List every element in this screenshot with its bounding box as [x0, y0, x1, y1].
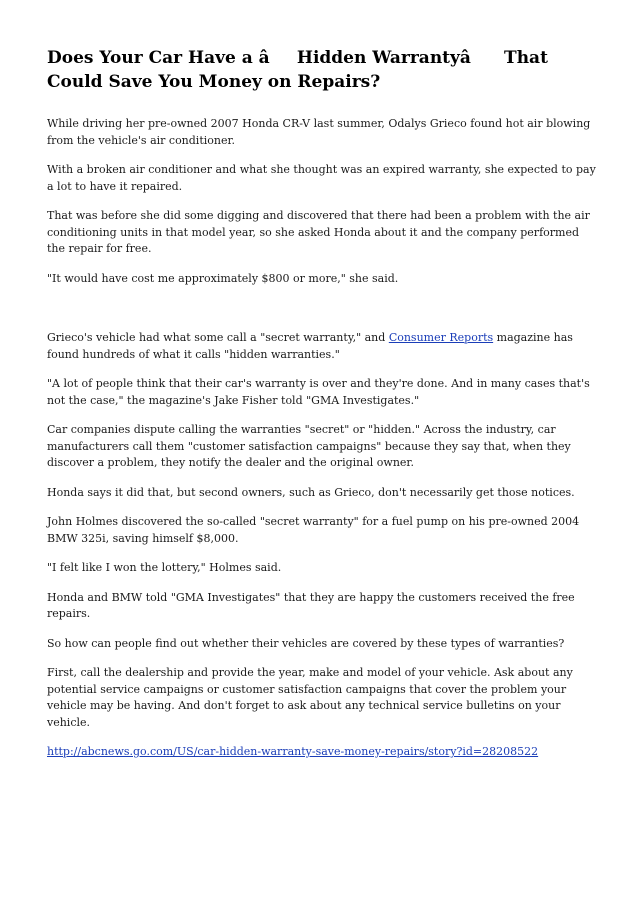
article-title: Does Your Car Have a âHidden Warrantyâ That Could Save You Money on Repairs? [47, 48, 548, 92]
paragraph-13: First, call the dealership and provide the year, make and model of your vehicle. Ask about any potential service campaigns or customer satisfaction campaigns that cover the problem your vehicle may be having. And don't forget to ask about any technical service bulletins on your vehicle. [47, 666, 573, 729]
blank-gap [47, 300, 597, 330]
paragraph-4: "It would have cost me approximately $800 or more," she said. [47, 271, 399, 285]
paragraph-7: Car companies dispute calling the warranties "secret" or "hidden." Across the industry, car manufacturers call them "customer satisfaction campaigns" because they say that, when they discover a problem, they notify the dealer and the original owner. [47, 423, 571, 469]
paragraph-12: So how can people find out whether their vehicles are covered by these types of warranties? [47, 636, 565, 650]
consumer-reports-link[interactable]: Consumer Reports [388, 331, 494, 344]
paragraph-9: John Holmes discovered the so-called "secret warranty" for a fuel pump on his pre-owned 2004 BMW 325i, saving himself $8,000. [47, 515, 580, 545]
paragraph-5 [47, 330, 597, 363]
paragraph-8: Honda says it did that, but second owners, such as Grieco, don't necessarily get those notices. [47, 485, 575, 499]
paragraph-5-end: magazine has found hundreds of what it calls "hidden warranties." [47, 331, 573, 361]
paragraph-3: That was before she did some digging and discovered that there had been a problem with the air conditioning units in that model year, so she asked Honda about it and the company performed the repair for free. [47, 209, 590, 255]
paragraph-11: Honda and BMW told "GMA Investigates" that they are happy the customers received the free repairs. [47, 590, 575, 620]
paragraph-6: "A lot of people think that their car's warranty is over and they're done. And in many cases that's not the case," the magazine's Jake Fisher told "GMA Investigates." [47, 377, 590, 407]
paragraph-1: While driving her pre-owned 2007 Honda CR-V last summer, Odalys Grieco found hot air blowing from the vehicle's air conditioner. [47, 117, 591, 147]
paragraph-10: "I felt like I won the lottery," Holmes said. [47, 561, 282, 574]
paragraph-2: With a broken air conditioner and what she thought was an expired warranty, she expected to pay a lot to have it repaired. [47, 163, 596, 193]
source-paragraph [47, 744, 597, 761]
source-url-link[interactable]: http://abcnews.go.com/US/car-hidden-warranty-save-money-repairs/story?id=28208522 [47, 745, 539, 758]
paragraph-5-start: Grieco's vehicle had what some call a "secret warranty," and [47, 331, 389, 344]
document-page [47, 46, 597, 774]
